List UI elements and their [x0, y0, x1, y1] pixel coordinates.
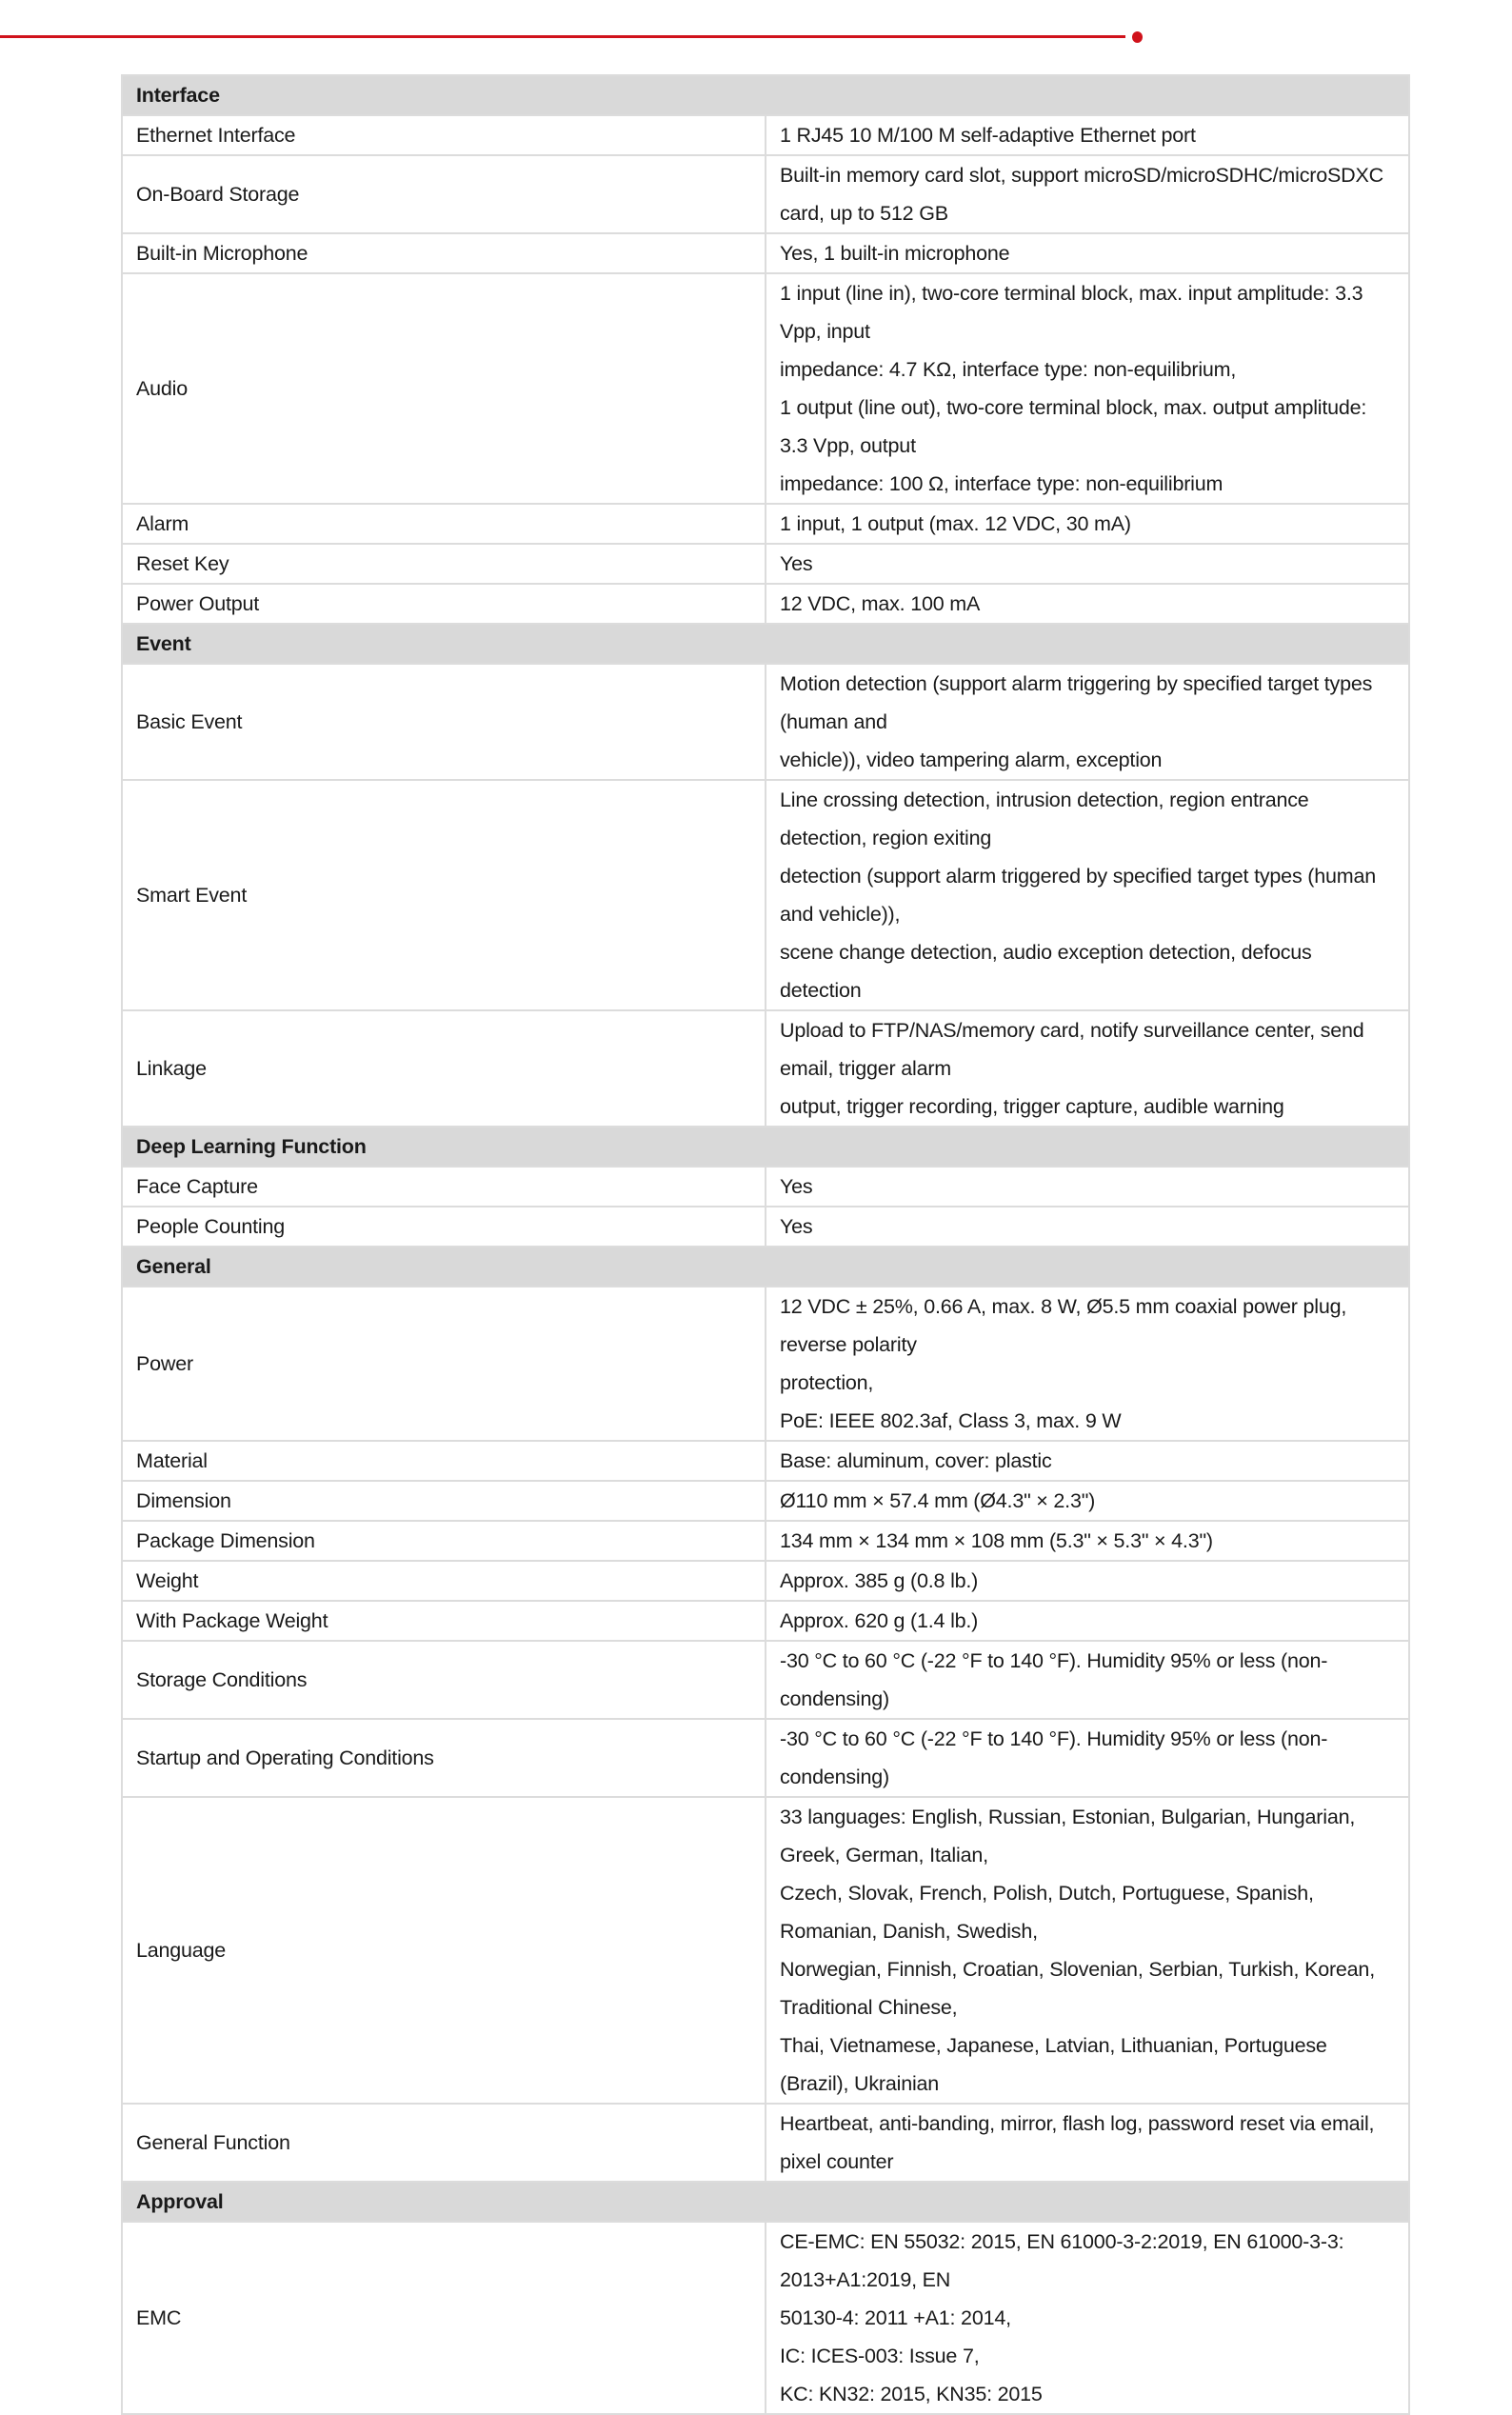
spec-row: [122, 780, 1409, 1010]
spec-row: [122, 664, 1409, 780]
section-title: Approval: [122, 2182, 1409, 2222]
spec-value: [766, 1441, 1409, 1481]
spec-row: [122, 504, 1409, 544]
spec-value-line: 33 languages: English, Russian, Estonian, Bulgarian, Hungarian, Greek, German, Italian,: [780, 1806, 1356, 1866]
spec-key: People Counting: [122, 1207, 766, 1247]
spec-value-line: 1 output (line out), two-core terminal block, max. output amplitude: 3.3 Vpp, output: [780, 396, 1367, 457]
spec-value: [766, 115, 1409, 155]
spec-value: [766, 1641, 1409, 1719]
section-header: [122, 75, 1409, 115]
spec-value-line: Upload to FTP/NAS/memory card, notify surveillance center, send email, trigger alarm: [780, 1019, 1364, 1080]
spec-row: [122, 1287, 1409, 1441]
spec-value-line: PoE: IEEE 802.3af, Class 3, max. 9 W: [780, 1409, 1122, 1432]
spec-row: [122, 1441, 1409, 1481]
spec-value: [766, 1521, 1409, 1561]
spec-row: [122, 155, 1409, 233]
spec-value: [766, 1561, 1409, 1601]
spec-value: [766, 1207, 1409, 1247]
spec-key: On-Board Storage: [122, 155, 766, 233]
spec-value: [766, 155, 1409, 233]
spec-key: Startup and Operating Conditions: [122, 1719, 766, 1797]
spec-value-line: detection (support alarm triggered by specified target types (human and vehicle)),: [780, 865, 1376, 926]
spec-value: [766, 504, 1409, 544]
spec-key: Linkage: [122, 1010, 766, 1127]
spec-value: [766, 664, 1409, 780]
spec-key: Storage Conditions: [122, 1641, 766, 1719]
spec-key: Ethernet Interface: [122, 115, 766, 155]
spec-value-line: Base: aluminum, cover: plastic: [780, 1449, 1052, 1472]
spec-key: Power: [122, 1287, 766, 1441]
spec-value-line: IC: ICES-003: Issue 7,: [780, 2345, 980, 2367]
spec-value-line: vehicle)), video tampering alarm, exception: [780, 748, 1163, 771]
spec-value-line: Norwegian, Finnish, Croatian, Slovenian, Serbian, Turkish, Korean, Traditional Chinese,: [780, 1958, 1375, 2019]
section-header: [122, 2182, 1409, 2222]
spec-row: [122, 1797, 1409, 2104]
spec-value-line: 1 input (line in), two-core terminal block, max. input amplitude: 3.3 Vpp, input: [780, 282, 1363, 343]
section-header: [122, 1247, 1409, 1287]
spec-value-line: Yes: [780, 1175, 813, 1198]
spec-value-line: Approx. 620 g (1.4 lb.): [780, 1609, 979, 1632]
spec-value-line: KC: KN32: 2015, KN35: 2015: [780, 2383, 1043, 2405]
section-title: Interface: [122, 75, 1409, 115]
spec-value-line: output, trigger recording, trigger capture, audible warning: [780, 1095, 1284, 1118]
spec-value-line: 1 input, 1 output (max. 12 VDC, 30 mA): [780, 512, 1131, 535]
spec-key: Audio: [122, 273, 766, 504]
spec-key: General Function: [122, 2104, 766, 2182]
spec-key: Basic Event: [122, 664, 766, 780]
spec-row: [122, 1010, 1409, 1127]
section-title: Deep Learning Function: [122, 1127, 1409, 1167]
spec-value-line: Approx. 385 g (0.8 lb.): [780, 1569, 979, 1592]
spec-value-line: Heartbeat, anti-banding, mirror, flash log, password reset via email, pixel counter: [780, 2112, 1375, 2173]
spec-row: [122, 1481, 1409, 1521]
spec-value-line: 134 mm × 134 mm × 108 mm (5.3" × 5.3" × 4.3"): [780, 1529, 1213, 1552]
spec-value-line: Built-in memory card slot, support microSD/microSDHC/microSDXC card, up to 512 GB: [780, 164, 1383, 225]
spec-value-line: CE-EMC: EN 55032: 2015, EN 61000-3-2:2019, EN 61000-3-3: 2013+A1:2019, EN: [780, 2230, 1344, 2291]
spec-row: [122, 115, 1409, 155]
spec-row: [122, 233, 1409, 273]
spec-row: [122, 1601, 1409, 1641]
spec-value-line: -30 °C to 60 °C (-22 °F to 140 °F). Humidity 95% or less (non-condensing): [780, 1649, 1328, 1710]
spec-value: [766, 1601, 1409, 1641]
spec-value-line: Yes: [780, 552, 813, 575]
spec-value-line: Ø110 mm × 57.4 mm (Ø4.3" × 2.3"): [780, 1489, 1096, 1512]
spec-table: [121, 74, 1410, 2415]
spec-value-line: impedance: 4.7 KΩ, interface type: non-equilibrium,: [780, 358, 1237, 381]
spec-row: [122, 2222, 1409, 2414]
spec-value-line: Yes, 1 built-in microphone: [780, 242, 1010, 265]
spec-key: Built-in Microphone: [122, 233, 766, 273]
spec-key: Alarm: [122, 504, 766, 544]
section-title: Event: [122, 624, 1409, 664]
section-title: General: [122, 1247, 1409, 1287]
spec-value: [766, 1719, 1409, 1797]
spec-value: [766, 1481, 1409, 1521]
spec-row: [122, 1641, 1409, 1719]
spec-row: [122, 1719, 1409, 1797]
spec-value: [766, 1167, 1409, 1207]
spec-key: Material: [122, 1441, 766, 1481]
spec-value: [766, 1287, 1409, 1441]
spec-value-line: impedance: 100 Ω, interface type: non-equilibrium: [780, 472, 1224, 495]
section-header: [122, 624, 1409, 664]
header-rule-dot: [1132, 31, 1143, 43]
spec-key: Reset Key: [122, 544, 766, 584]
spec-value: [766, 544, 1409, 584]
spec-value-line: 12 VDC ± 25%, 0.66 A, max. 8 W, Ø5.5 mm coaxial power plug, reverse polarity: [780, 1295, 1347, 1356]
spec-value-line: protection,: [780, 1371, 874, 1394]
spec-key: Dimension: [122, 1481, 766, 1521]
spec-row: [122, 584, 1409, 624]
spec-row: [122, 544, 1409, 584]
header-rule: [0, 35, 1125, 38]
spec-value-line: Yes: [780, 1215, 813, 1238]
spec-value-line: Czech, Slovak, French, Polish, Dutch, Portuguese, Spanish, Romanian, Danish, Swedish,: [780, 1882, 1314, 1943]
spec-key: With Package Weight: [122, 1601, 766, 1641]
spec-value: [766, 2222, 1409, 2414]
spec-value-line: 12 VDC, max. 100 mA: [780, 592, 981, 615]
spec-row: [122, 1521, 1409, 1561]
section-header: [122, 1127, 1409, 1167]
spec-value-line: 50130-4: 2011 +A1: 2014,: [780, 2306, 1011, 2329]
spec-key: Weight: [122, 1561, 766, 1601]
spec-row: [122, 1167, 1409, 1207]
spec-value-line: scene change detection, audio exception detection, defocus detection: [780, 941, 1312, 1002]
spec-value: [766, 273, 1409, 504]
spec-value-line: Thai, Vietnamese, Japanese, Latvian, Lithuanian, Portuguese (Brazil), Ukrainian: [780, 2034, 1327, 2095]
spec-value-line: -30 °C to 60 °C (-22 °F to 140 °F). Humidity 95% or less (non-condensing): [780, 1727, 1328, 1788]
spec-value: [766, 1797, 1409, 2104]
spec-key: Package Dimension: [122, 1521, 766, 1561]
spec-row: [122, 2104, 1409, 2182]
spec-value: [766, 584, 1409, 624]
spec-key: Power Output: [122, 584, 766, 624]
spec-key: EMC: [122, 2222, 766, 2414]
spec-row: [122, 273, 1409, 504]
spec-row: [122, 1561, 1409, 1601]
spec-value: [766, 2104, 1409, 2182]
spec-key: Smart Event: [122, 780, 766, 1010]
spec-value: [766, 780, 1409, 1010]
spec-row: [122, 1207, 1409, 1247]
spec-value-line: Line crossing detection, intrusion detection, region entrance detection, region exiting: [780, 788, 1309, 849]
spec-key: Face Capture: [122, 1167, 766, 1207]
spec-key: Language: [122, 1797, 766, 2104]
spec-value-line: 1 RJ45 10 M/100 M self-adaptive Ethernet port: [780, 124, 1196, 147]
spec-value: [766, 233, 1409, 273]
spec-value: [766, 1010, 1409, 1127]
spec-value-line: Motion detection (support alarm triggering by specified target types (human and: [780, 672, 1373, 733]
